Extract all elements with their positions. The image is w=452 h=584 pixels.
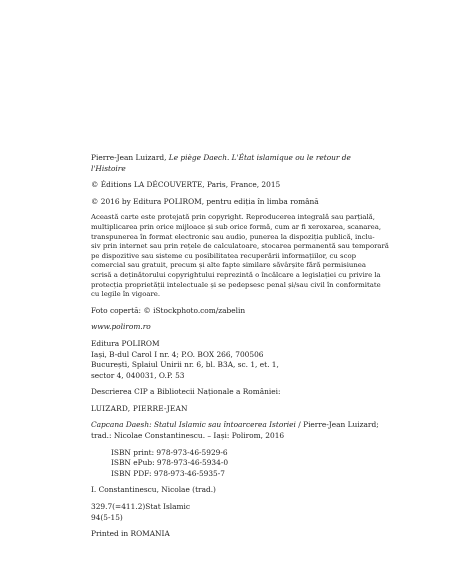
cip-heading: Descrierea CIP a Bibliotecii Naționale a României: — [91, 387, 281, 397]
notice-line: scrisă a deținătorului copyrightului reprezintă o încălcare a legislației cu privire la — [91, 270, 381, 279]
notice-line: protecția proprietății intelectuale și se pedepsesc penal și/sau civil în conformitate — [91, 280, 381, 289]
isbn-epub: ISBN ePub: 978-973-46-5934-0 — [111, 458, 229, 468]
publisher-block — [91, 339, 371, 381]
colophon — [91, 153, 389, 540]
publisher-address-line: București, Splaiul Unirii nr. 6, bl. B3A, sc. 1, et. 1, — [91, 360, 279, 370]
isbn-print: ISBN print: 978-973-46-5929-6 — [111, 447, 228, 457]
isbn-pdf: ISBN PDF: 978-973-46-5935-7 — [111, 468, 225, 478]
notice-line: transpunerea în format electronic sau audio, punerea la dispoziția publică, inclu- — [91, 232, 375, 241]
cip-title-line2: trad.: Nicolae Constantinescu. – Iași: Polirom, 2016 — [91, 431, 285, 441]
publisher-address-line: sector 4, 040031, O.P. 53 — [91, 370, 185, 380]
cip-title-block — [91, 420, 379, 441]
publisher-website: www.polirom.ro — [91, 322, 151, 332]
notice-line: siv prin internet sau prin rețele de calculatoare, stocarea permanentă sau temporară — [91, 242, 389, 251]
publisher-address-line: Iași, B-dul Carol I nr. 4; P.O. BOX 266, 700506 — [91, 349, 264, 359]
cover-photo-credit: Foto copertă: © iStockphoto.com/zabelin — [91, 305, 246, 315]
publisher-name: Editura POLIROM — [91, 338, 160, 348]
classification-block — [91, 502, 371, 523]
printed-in: Printed in ROMANIA — [91, 529, 170, 539]
cip-title-line — [91, 420, 379, 431]
original-author: Pierre-Jean Luizard, — [91, 153, 169, 162]
copyright-original: © Éditions LA DÉCOUVERTE, Paris, France, 2015 — [91, 180, 281, 190]
original-edition-line — [91, 153, 371, 174]
copyright-translation: © 2016 by Editura POLIROM, pentru ediția în limba română — [91, 196, 319, 206]
notice-line: Această carte este protejată prin copyright. Reproducerea integrală sau parțială, — [91, 213, 375, 222]
notice-line: pe dispozitive sau sisteme cu posibilitatea recuperării informațiilor, cu scop — [91, 251, 357, 260]
cip-title-rest: / Pierre-Jean Luizard; — [295, 420, 379, 430]
notice-line: comercial sau gratuit, precum și alte fapte similare săvârșite fără permisiunea — [91, 261, 366, 270]
notice-line: cu legile în vigoare. — [91, 290, 161, 299]
cip-title-italic: Capcana Daesh: Statul Islamic sau întoarcerea Istoriei — [91, 420, 296, 430]
copyright-notice — [91, 213, 389, 299]
notice-line: multiplicarea prin orice mijloace și sub orice formă, cum ar fi xeroxarea, scanarea, — [91, 222, 382, 231]
classification-line: 329.7(=411.2)Stat Islamic — [91, 502, 191, 512]
cip-author: LUIZARD, PIERRE-JEAN — [91, 403, 188, 413]
cip-translator: I. Constantinescu, Nicolae (trad.) — [91, 485, 216, 495]
original-title: Le piège Daech. L'État islamique ou le retour de l'Histoire — [91, 153, 351, 173]
isbn-block — [91, 448, 371, 480]
classification-line: 94(5-15) — [91, 512, 123, 522]
